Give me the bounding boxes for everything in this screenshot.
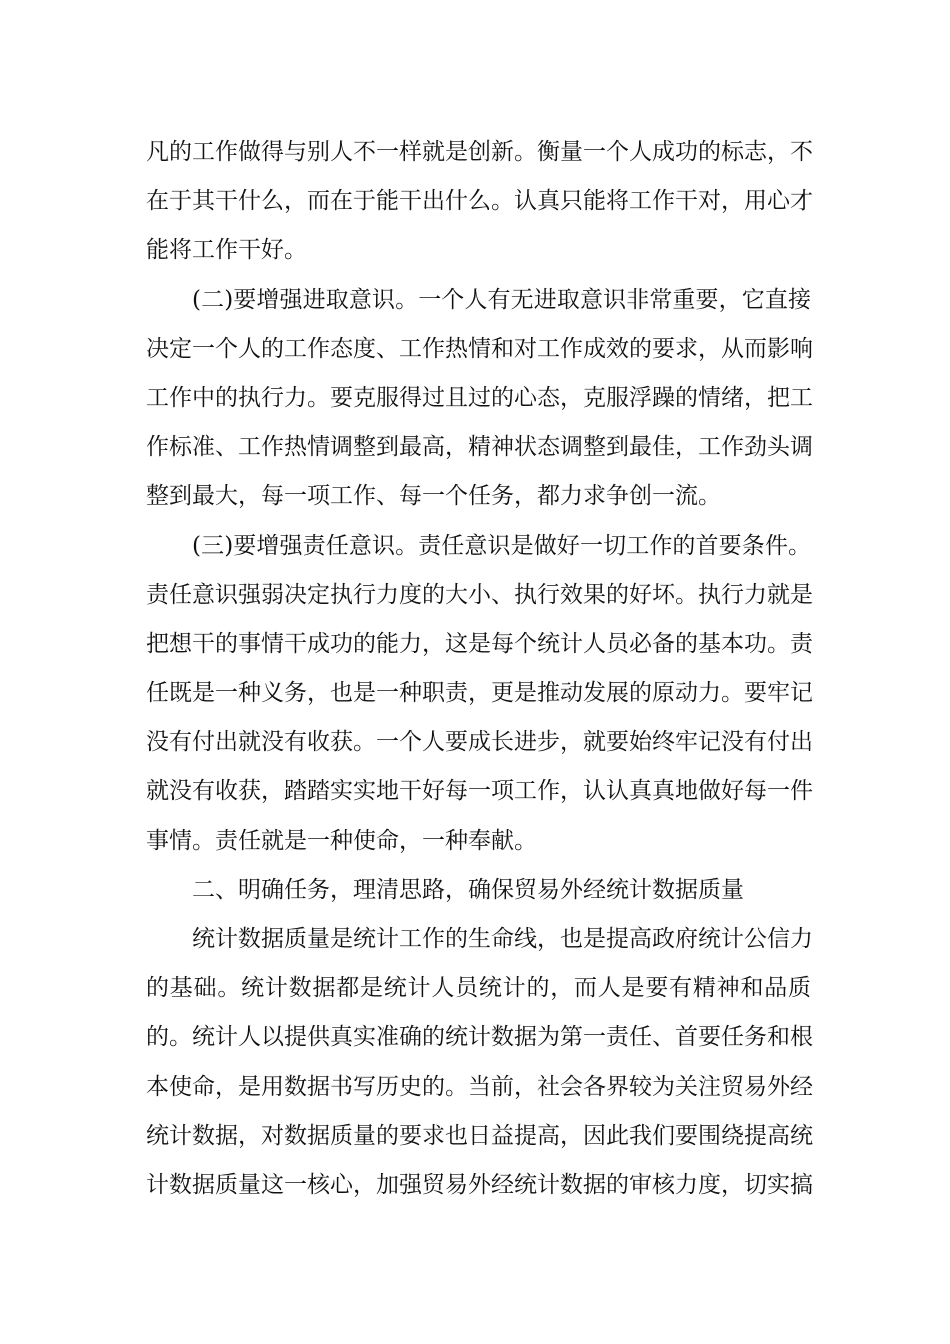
text-line-22: 计数据质量这一核心，加强贸易外经统计数据的审核力度，切实搞 bbox=[146, 1171, 813, 1198]
text-line-14: 就没有收获，踏踏实实地干好每一项工作，认认真真地做好每一件 bbox=[146, 778, 813, 805]
text-line-11: 把想干的事情干成功的能力，这是每个统计人员必备的基本功。责 bbox=[146, 630, 813, 657]
text-line-19: 的。统计人以提供真实准确的统计数据为第一责任、首要任务和根 bbox=[146, 1024, 813, 1051]
text-line-17: 统计数据质量是统计工作的生命线，也是提高政府统计公信力 bbox=[192, 926, 813, 952]
text-line-4: (二)要增强进取意识。一个人有无进取意识非常重要，它直接 bbox=[192, 286, 811, 313]
text-line-7: 作标准、工作热情调整到最高，精神状态调整到最佳，工作劲头调 bbox=[146, 434, 813, 461]
document-body bbox=[146, 128, 811, 1210]
text-line-18: 的基础。统计数据都是统计人员统计的，而人是要有精神和品质 bbox=[146, 975, 811, 1002]
text-line-5: 决定一个人的工作态度、工作热情和对工作成效的要求，从而影响 bbox=[146, 335, 813, 362]
text-line-13: 没有付出就没有收获。一个人要成长进步，就要始终牢记没有付出 bbox=[146, 729, 813, 756]
text-line-9: (三)要增强责任意识。责任意识是做好一切工作的首要条件。 bbox=[192, 532, 811, 559]
text-line-12: 任既是一种义务，也是一种职责，更是推动发展的原动力。要牢记 bbox=[146, 680, 813, 707]
text-line-1: 凡的工作做得与别人不一样就是创新。衡量一个人成功的标志，不 bbox=[146, 139, 813, 165]
text-line-20: 本使命，是用数据书写历史的。当前，社会各界较为关注贸易外经 bbox=[146, 1073, 813, 1100]
text-line-3: 能将工作干好。 bbox=[146, 237, 307, 264]
text-line-6: 工作中的执行力。要克服得过且过的心态，克服浮躁的情绪，把工 bbox=[146, 384, 813, 411]
text-line-10: 责任意识强弱决定执行力度的大小、执行效果的好坏。执行力就是 bbox=[146, 581, 813, 608]
text-line-15: 事情。责任就是一种使命，一种奉献。 bbox=[146, 827, 537, 854]
text-line-21: 统计数据，对数据质量的要求也日益提高，因此我们要围绕提高统 bbox=[146, 1122, 813, 1149]
section-heading: 二、明确任务，理清思路，确保贸易外经统计数据质量 bbox=[192, 876, 744, 903]
text-line-8: 整到最大，每一项工作、每一个任务，都力求争创一流。 bbox=[146, 483, 721, 510]
text-line-2: 在于其干什么，而在于能干出什么。认真只能将工作干对，用心才 bbox=[146, 188, 813, 215]
